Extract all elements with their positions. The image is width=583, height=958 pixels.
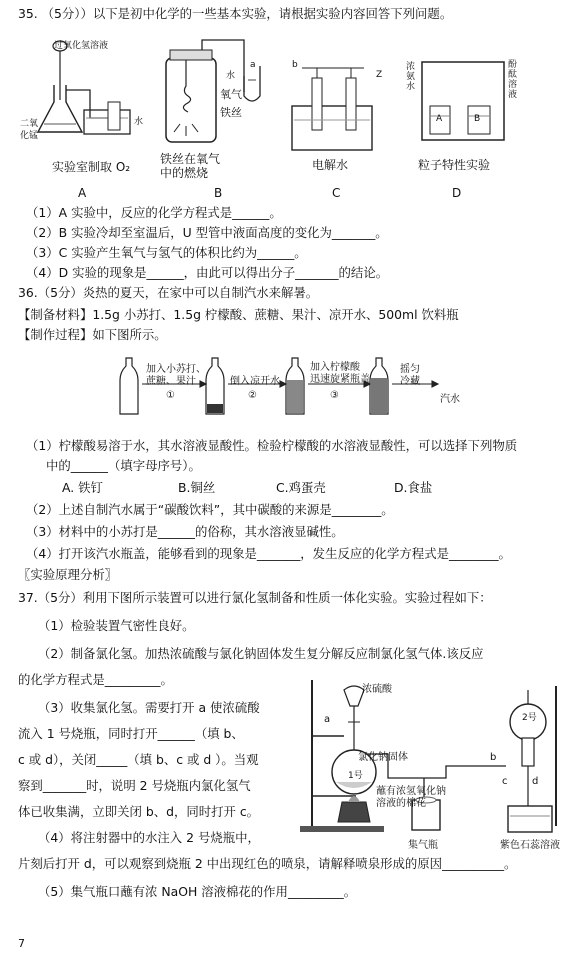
label-sodium-chloride: 氯化钠固体	[358, 752, 408, 763]
label-valve-d: d	[532, 776, 539, 787]
step2-number: ②	[248, 390, 257, 401]
figure-d-drawing	[404, 56, 522, 202]
q37-step1: （1）检验装置气密性良好。	[38, 618, 195, 633]
label-litmus: 紫色石蕊溶液	[500, 840, 560, 851]
figure-d-particle-experiment	[404, 56, 522, 202]
figure-d-caption: 粒子特性实验	[418, 158, 491, 172]
q36-section-heading: 〖实验原理分析〗	[18, 567, 118, 582]
label-flask-1: 1号	[348, 771, 363, 781]
q37-step3-line5: 体已收集满，立即关闭 b、d，同时打开 c。	[18, 804, 260, 819]
figure-b-caption-1: 铁丝在氧气	[160, 152, 221, 166]
q35-sub1: （1）A 实验中，反应的化学方程式是______。	[26, 205, 282, 220]
q37-step3-line3: c 或 d），关闭_____（填 b、c 或 d ）。当观	[18, 752, 259, 767]
process-diagram	[116, 350, 466, 422]
q35-title: 35. （5分））以下是初中化学的一些基本实验，请根据实验内容回答下列问题。	[18, 6, 453, 21]
figure-d-letter: D	[452, 186, 462, 200]
figure-c-electrolysis	[292, 56, 392, 202]
q37-step2-line2: 的化学方程式是_________。	[18, 672, 173, 687]
figure-a-caption: 实验室制取 O₂	[52, 160, 131, 174]
figure-b-label-water: 水	[226, 71, 236, 81]
figure-b-label-a: a	[250, 60, 256, 70]
label-flask-2: 2号	[522, 713, 537, 723]
step1-text-b: 蔗糖、果汁	[146, 376, 196, 387]
figure-a-label-water: 水	[134, 117, 144, 127]
figure-b-caption-2: 中的燃烧	[160, 166, 209, 180]
figure-a-label-mno2-2: 化锰	[20, 131, 39, 141]
step5-text: 汽水	[440, 394, 460, 405]
figure-a-label-peroxide: 过氧化氢溶液	[54, 41, 109, 51]
label-gas-jar: 集气瓶	[408, 840, 438, 851]
figure-a-oxygen-preparation	[20, 40, 150, 200]
figure-a-drawing	[20, 40, 150, 200]
q36-sub2: （2）上述自制汽水属于“碳酸饮料”，其中碳酸的来源是________。	[26, 502, 394, 517]
q36-option-b: B.铜丝	[178, 480, 216, 495]
q36-process: 【制作过程】如下图所示。	[18, 327, 167, 342]
q37-step2-line1: （2）制备氯化氢。加热浓硫酸与氯化钠固体发生复分解反应制氯化氢气体.该反应	[38, 646, 484, 661]
q35-sub3: （3）C 实验产生氧气与氢气的体积比约为______。	[26, 245, 307, 260]
figure-d-label-b: B	[474, 114, 481, 124]
bottle-4	[370, 358, 388, 414]
step1-number: ①	[166, 390, 175, 401]
q36-materials: 【制备材料】1.5g 小苏打、1.5g 柠檬酸、蔗糖、果汁、凉开水、500ml 饮料瓶	[18, 307, 459, 322]
label-cotton-1: 蘸有浓氢氧化钠	[376, 786, 446, 797]
page-number: 7	[18, 937, 25, 950]
figure-c-letter: C	[332, 186, 341, 200]
q36-sub4: （4）打开该汽水瓶盖，能够看到的现象是_______，发生反应的化学方程式是________。	[26, 546, 511, 561]
step3-number: ③	[330, 390, 339, 401]
label-sulfuric-acid: 浓硫酸	[362, 684, 392, 695]
figure-c-caption: 电解水	[312, 158, 349, 172]
figure-b-iron-burning	[152, 36, 292, 202]
step2-text: 倒入凉开水	[230, 376, 280, 387]
hcl-apparatus-drawing	[296, 676, 576, 854]
q37-step4-line2: 片刻后打开 d，可以观察到烧瓶 2 中出现红色的喷泉，请解释喷泉形成的原因__________。	[18, 856, 517, 871]
step3-text-b: 迅速旋紧瓶盖	[310, 374, 370, 385]
q37-step5: （5）集气瓶口蘸有浓 NaOH 溶液棉花的作用_________。	[38, 884, 357, 899]
q37-step3-line4: 察到_______时，说明 2 号烧瓶内氯化氢气	[18, 778, 251, 793]
q36-sub1-line2: 中的______（填字母序号）。	[46, 458, 201, 473]
figure-c-label-b: b	[292, 60, 298, 70]
q37-step4-line1: （4）将注射器中的水注入 2 号烧瓶中，	[38, 830, 260, 845]
bottle-3	[286, 358, 304, 414]
q37-step3-line2: 流入 1 号烧瓶，同时打开______（填 b、	[18, 726, 244, 741]
figure-c-label-z: Z	[376, 70, 383, 80]
q35-sub4: （4）D 实验的现象是______，由此可以得出分子_______的结论。	[26, 265, 389, 280]
label-valve-b: b	[490, 752, 497, 763]
q36-sub3: （3）材料中的小苏打是______的俗称，其水溶液显碱性。	[26, 524, 344, 539]
step4-text-a: 摇匀	[400, 364, 420, 375]
q36-option-a: A. 铁钉	[62, 480, 103, 495]
figure-d-label-ammonia: 浓氨水	[406, 62, 416, 92]
figure-b-letter: B	[214, 186, 223, 200]
figure-a-letter: A	[78, 186, 87, 200]
q37-step3-line1: （3）收集氯化氢。需要打开 a 使浓硫酸	[38, 700, 260, 715]
q37-title: 37.（5分）利用下图所示装置可以进行氯化氢制备和性质一体化实验。实验过程如下：	[18, 590, 492, 605]
q36-title: 36.（5分）炎热的夏天，在家中可以自制汽水来解暑。	[18, 285, 319, 300]
figure-b-label-iron: 铁丝	[220, 106, 242, 119]
figure-a-label-mno2-1: 二氧	[20, 119, 39, 129]
label-valve-a: a	[324, 714, 331, 725]
step3-text-a: 加入柠檬酸	[310, 362, 360, 373]
q36-sub1-line1: （1）柠檬酸易溶于水，其水溶液显酸性。检验柠檬酸的水溶液显酸性，可以选择下列物质	[26, 438, 518, 453]
q36-option-c: C.鸡蛋壳	[276, 480, 326, 495]
q35-sub2: （2）B 实验冷却至室温后，U 型管中液面高度的变化为_______。	[26, 225, 388, 240]
q36-option-d: D.食盐	[394, 480, 433, 495]
figure-d-label-phenolphthalein: 酚酞溶液	[508, 60, 518, 100]
step4-text-b: 冷藏	[400, 376, 420, 387]
bottle-1	[120, 358, 138, 414]
label-cotton-2: 溶液的棉花	[376, 798, 426, 809]
bottle-2	[206, 358, 224, 414]
figure-b-label-oxygen: 氧气	[220, 88, 242, 101]
hcl-apparatus-figure	[296, 676, 576, 854]
figure-d-label-a: A	[436, 114, 443, 124]
label-valve-c: c	[502, 776, 508, 787]
step1-text-a: 加入小苏打、	[146, 364, 206, 375]
